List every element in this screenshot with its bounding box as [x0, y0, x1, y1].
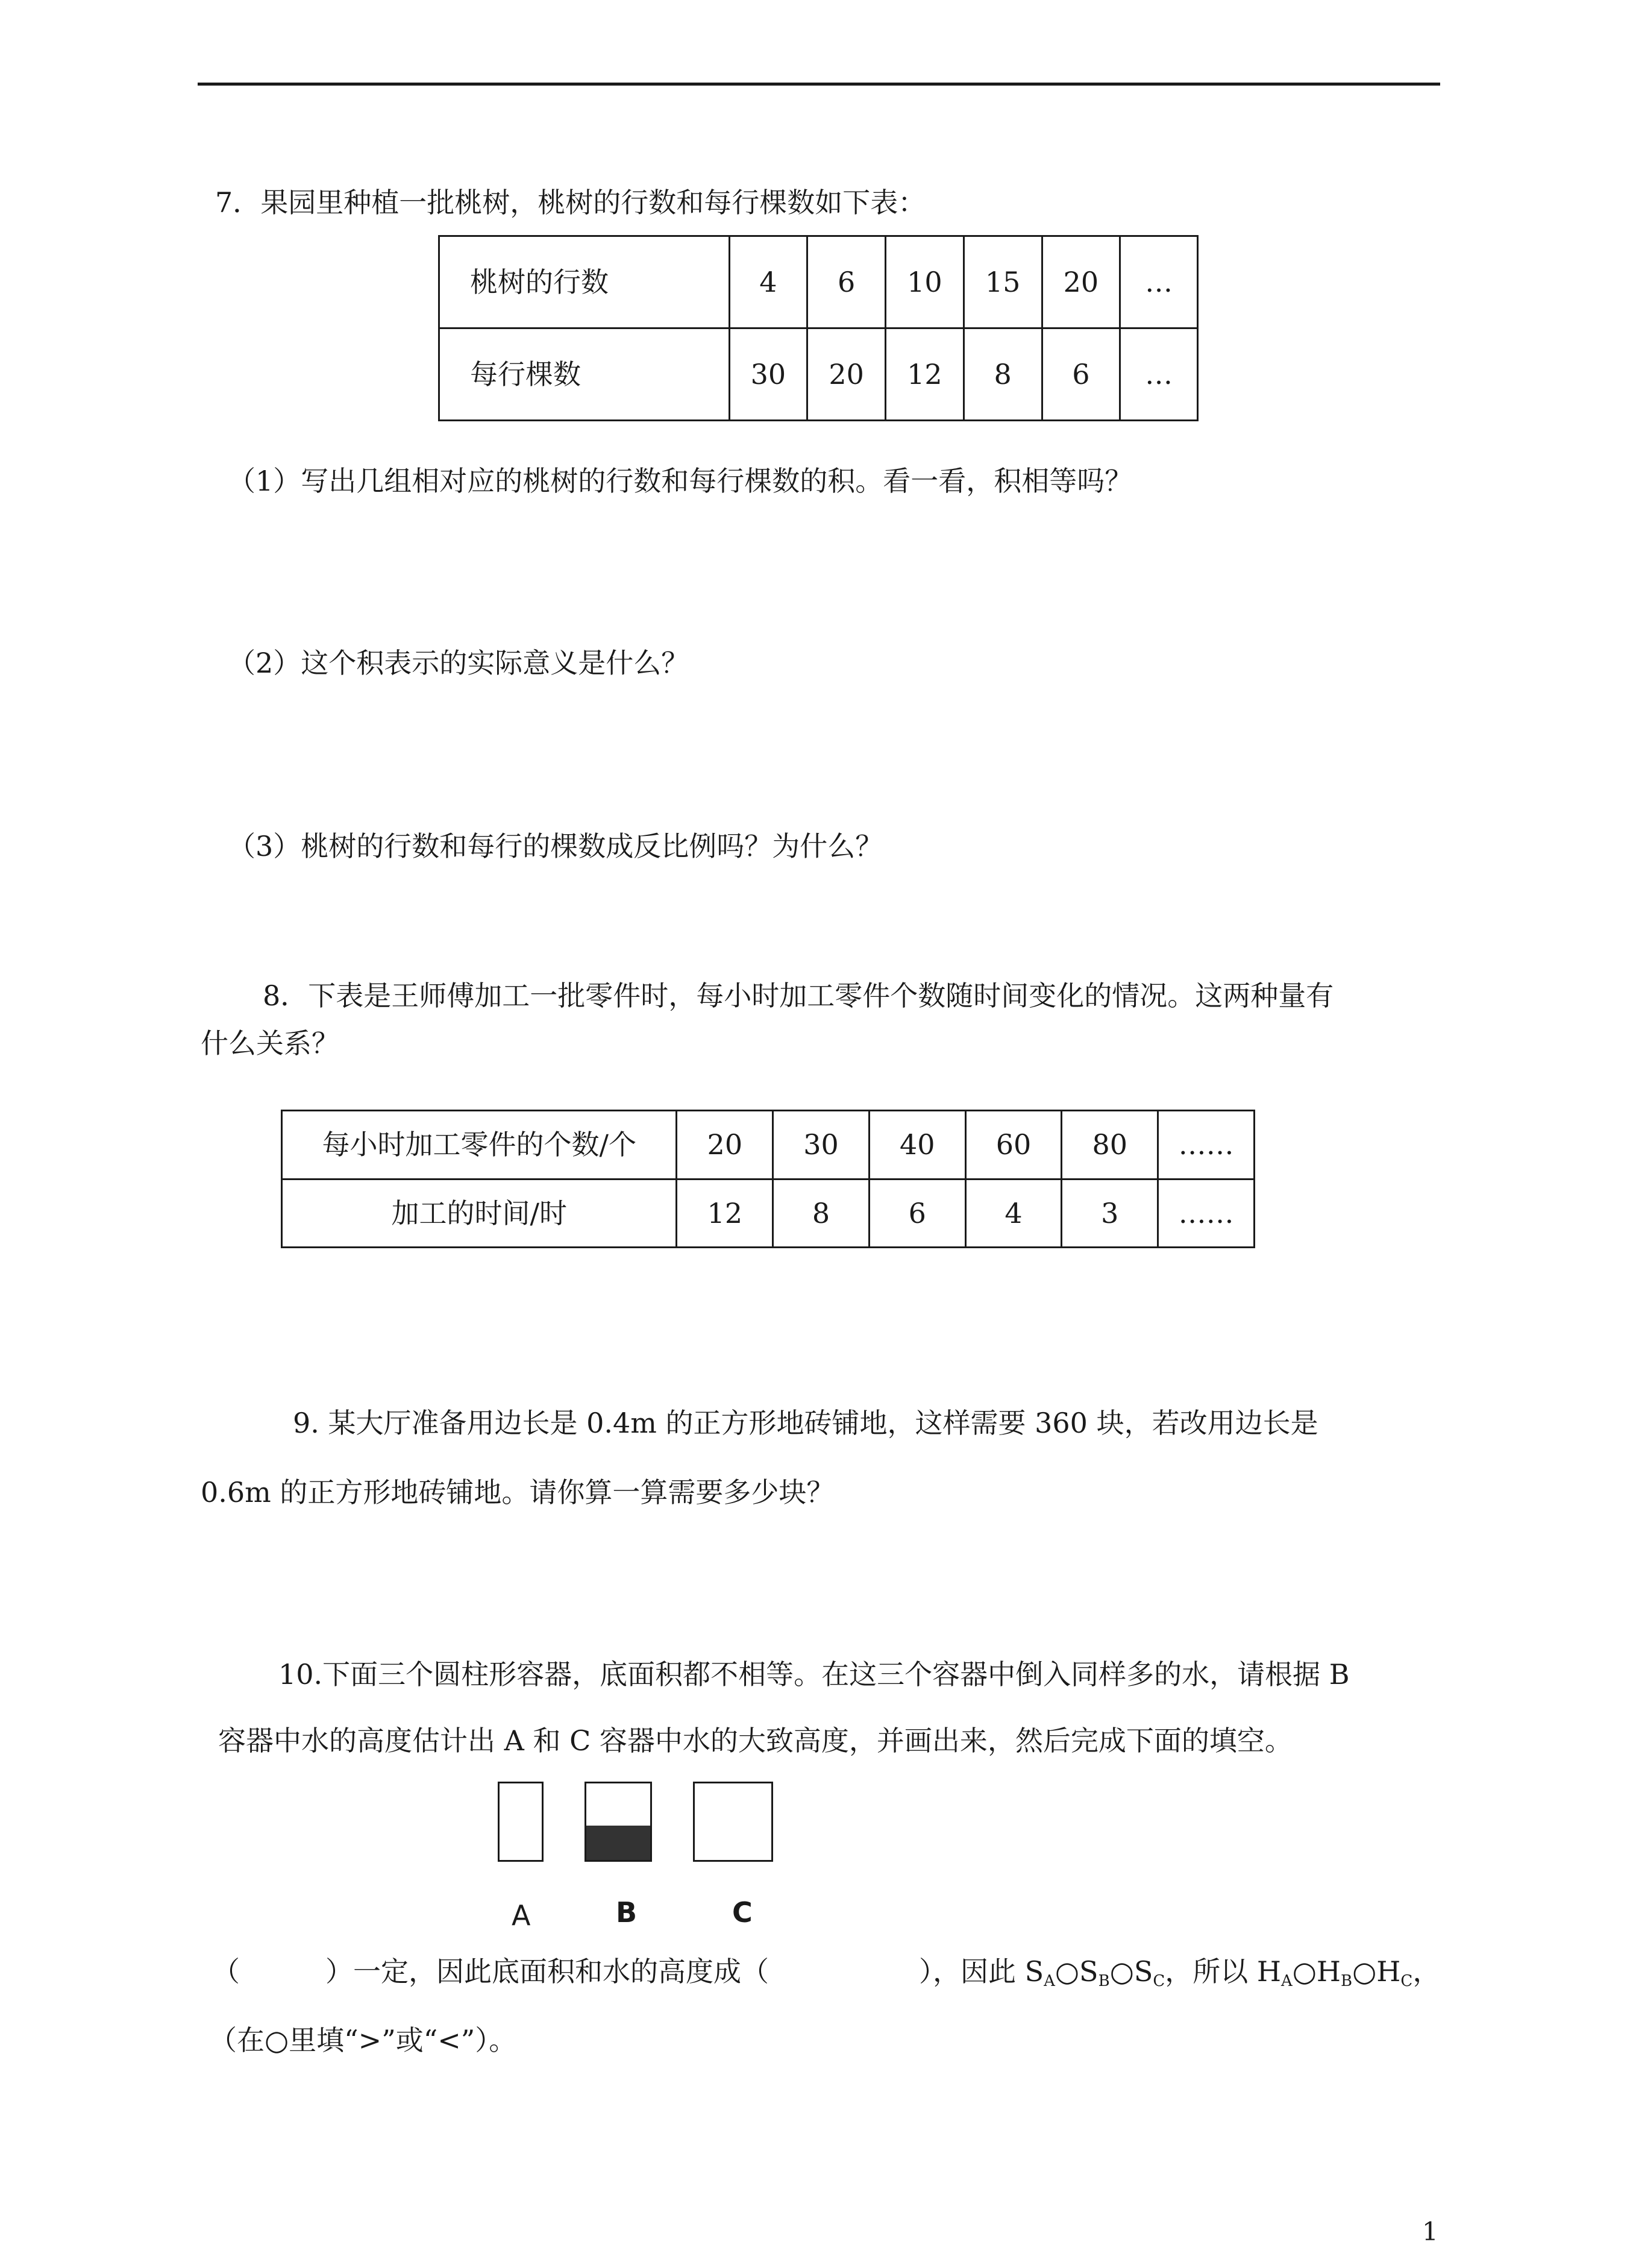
q7-sub3: （3）桃树的行数和每行的棵数成反比例吗？为什么？ [228, 830, 883, 862]
q7-cell: 20 [1042, 236, 1120, 328]
q7-cell: 30 [729, 328, 807, 421]
q8-cell: 30 [773, 1111, 870, 1180]
q8-table [281, 1110, 1255, 1248]
header-rule [198, 83, 1440, 86]
q10-fill-open: （ [212, 1955, 240, 1988]
q8-cell: 3 [1062, 1179, 1158, 1248]
q7-stem: 7．果园里种植一批桃树，桃树的行数和每行棵数如下表： [215, 186, 926, 219]
container-a [498, 1782, 544, 1862]
q10-line1: 10.下面三个圆柱形容器，底面积都不相等。在这三个容器中倒入同样多的水，请根据 B [278, 1658, 1350, 1691]
water-fill-b [586, 1826, 650, 1860]
q8-cell: 60 [965, 1111, 1062, 1180]
table-row [282, 1179, 1255, 1248]
q8-cell: 8 [773, 1179, 870, 1248]
q10-fill-text1: ）一定，因此底面积和水的高度成（ [325, 1955, 769, 1988]
q7-cell: … [1120, 236, 1198, 328]
container-label-b: B [616, 1896, 638, 1929]
q8-row-label: 加工的时间/时 [282, 1179, 677, 1248]
q7-cell: 6 [807, 236, 886, 328]
q7-cell: 20 [807, 328, 886, 421]
q7-cell: 6 [1042, 328, 1120, 421]
q8-cell: 12 [677, 1179, 773, 1248]
container-b [585, 1782, 652, 1862]
page-number: 1 [1422, 2217, 1438, 2246]
q7-table [438, 235, 1199, 421]
q8-cell: 20 [677, 1111, 773, 1180]
q8-cell: 6 [869, 1179, 965, 1248]
q7-cell: 12 [886, 328, 964, 421]
q7-cell: 8 [964, 328, 1042, 421]
q9-line1: 9. 某大厅准备用边长是 0.4m 的正方形地砖铺地，这样需要 360 块，若改用边长是 [293, 1407, 1318, 1439]
table-row [439, 328, 1198, 421]
q7-row-label: 桃树的行数 [439, 236, 730, 328]
q7-cell: 4 [729, 236, 807, 328]
q8-cell: 4 [965, 1179, 1062, 1248]
q10-line2: 容器中水的高度估计出 A 和 C 容器中水的大致高度，并画出来，然后完成下面的填空。 [218, 1724, 1293, 1757]
q10-note: （在○里填“>”或“<”）。 [209, 2024, 517, 2056]
q7-sub1: （1）写出几组相对应的桃树的行数和每行棵数的积。看一看，积相等吗？ [228, 465, 1133, 497]
q8-cell: …… [1158, 1111, 1255, 1180]
q10-fill-text2: ），因此 $S_A○S_B○S_C$，所以 $H_A○H_B○H_C$， [919, 1955, 1441, 1990]
container-label-a: A [512, 1899, 531, 1932]
q8-cell: 80 [1062, 1111, 1158, 1180]
q8-cell: …… [1158, 1179, 1255, 1248]
q8-row-label: 每小时加工零件的个数/个 [282, 1111, 677, 1180]
q8-cell: 40 [869, 1111, 965, 1180]
q8-stem-line1: 8．下表是王师傅加工一批零件时，每小时加工零件个数随时间变化的情况。这两种量有 [263, 979, 1334, 1012]
q7-row-label: 每行棵数 [439, 328, 730, 421]
table-row [282, 1111, 1255, 1180]
q7-cell: … [1120, 328, 1198, 421]
q7-cell: 10 [886, 236, 964, 328]
q9-line2: 0.6m 的正方形地砖铺地。请你算一算需要多少块？ [201, 1476, 835, 1509]
q7-sub2: （2）这个积表示的实际意义是什么？ [228, 647, 689, 679]
container-label-c: C [732, 1896, 753, 1929]
q8-stem-line2: 什么关系？ [201, 1027, 339, 1060]
table-row [439, 236, 1198, 328]
q7-cell: 15 [964, 236, 1042, 328]
container-c [693, 1782, 773, 1862]
